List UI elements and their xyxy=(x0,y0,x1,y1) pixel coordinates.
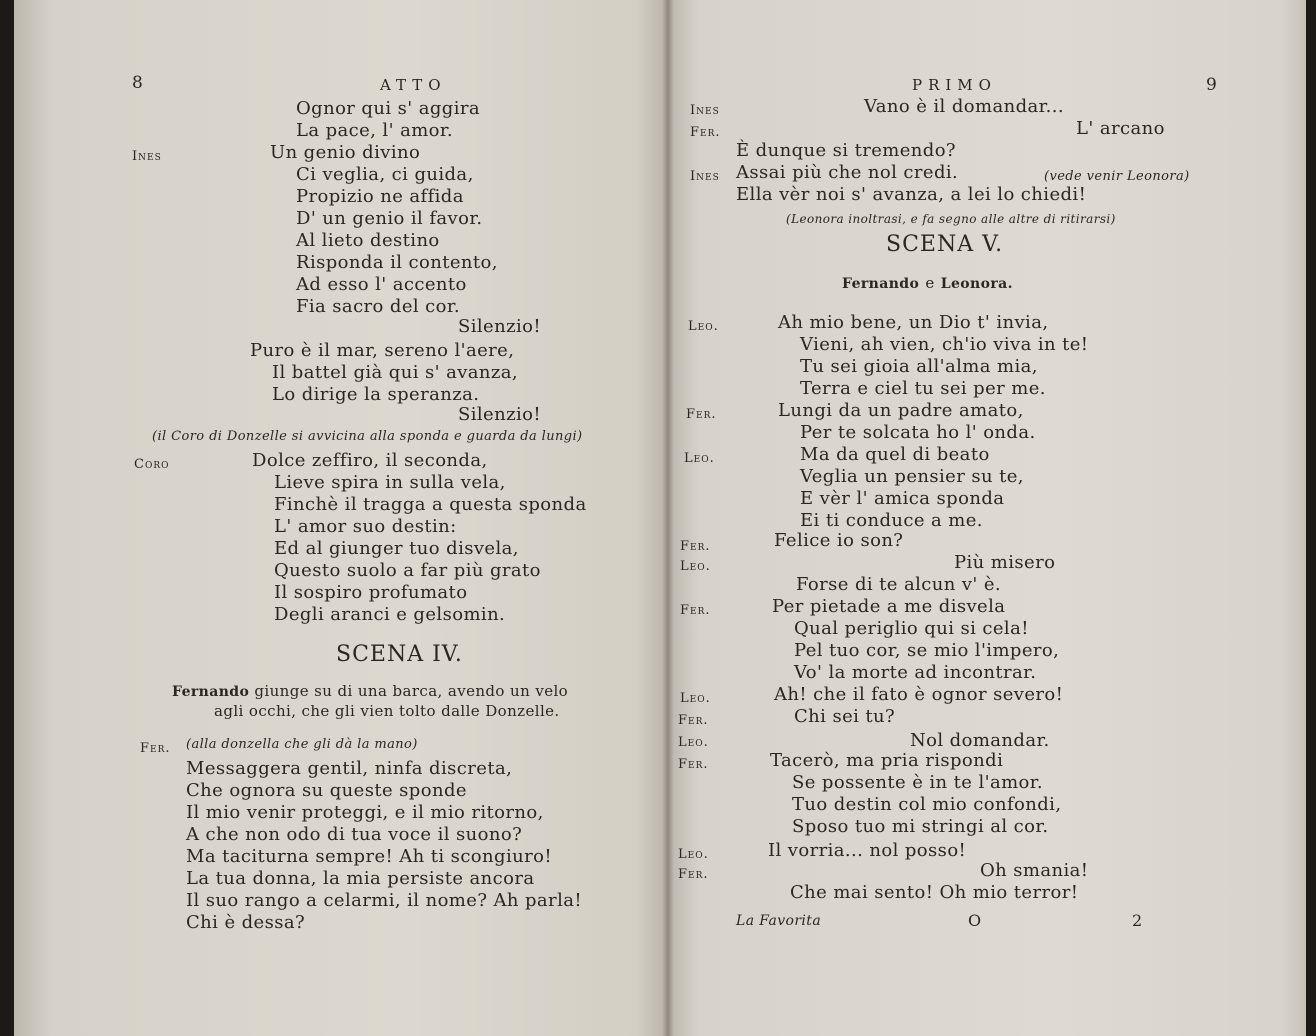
verse-line: L' arcano xyxy=(1076,118,1165,139)
speaker-leo: Leo. xyxy=(688,319,719,334)
footer-signature: O xyxy=(968,911,982,930)
speaker-ines: Ines xyxy=(690,169,720,184)
verse-line: Chi è dessa? xyxy=(186,912,306,933)
verse-line: È dunque si tremendo? xyxy=(736,140,956,161)
verse-line: Al lieto destino xyxy=(296,230,440,251)
verse-line: La tua donna, la mia persiste ancora xyxy=(186,868,535,889)
verse-line: Che ognora su queste sponde xyxy=(186,780,467,801)
speaker-leo: Leo. xyxy=(680,691,711,706)
right-running-head: PRIMO xyxy=(912,76,997,94)
verse-line: Vano è il domandar... xyxy=(864,96,1065,117)
verse-line: Degli aranci e gelsomin. xyxy=(274,604,506,625)
scena-v-title: SCENA V. xyxy=(886,232,1004,257)
verse-line: Ci veglia, ci guida, xyxy=(296,164,474,185)
verse-line: Ah mio bene, un Dio t' invia, xyxy=(778,312,1049,333)
verse-line: Forse di te alcun v' è. xyxy=(796,574,1002,595)
verse-line: Finchè il tragga a questa sponda xyxy=(274,494,587,515)
speaker-leo: Leo. xyxy=(678,735,709,750)
scena-desc-text: giunge su di una barca, avendo un velo xyxy=(254,682,569,700)
character-fernando: Fernando xyxy=(172,684,250,700)
verse-line: Silenzio! xyxy=(458,404,542,425)
verse-line: Il suo rango a celarmi, il nome? Ah parla! xyxy=(186,890,582,911)
verse-line: Lieve spira in sulla vela, xyxy=(274,472,506,493)
verse-line: Oh smania! xyxy=(980,860,1089,881)
verse-line: Vieni, ah vien, ch'io viva in te! xyxy=(800,334,1089,355)
footer-number: 2 xyxy=(1132,911,1143,930)
book-spine xyxy=(662,0,674,1036)
speaker-ines: Ines xyxy=(690,103,720,118)
scena-desc-text: agli occhi, che gli vien tolto dalle Donzelle. xyxy=(214,702,560,720)
verse-line: D' un genio il favor. xyxy=(296,208,483,229)
speaker-fer: Fer. xyxy=(680,603,711,618)
stage-direction: (il Coro di Donzelle si avvicina alla sponda e guarda da lungi) xyxy=(152,429,583,444)
verse-line: Fia sacro del cor. xyxy=(296,296,461,317)
speaker-coro: Coro xyxy=(134,457,170,472)
verse-line: E vèr l' amica sponda xyxy=(800,488,1005,509)
verse-line: Ah! che il fato è ognor severo! xyxy=(774,684,1064,705)
scena-v-subtitle xyxy=(842,272,1013,295)
verse-line: Lungi da un padre amato, xyxy=(778,400,1024,421)
verse-line: Per te solcata ho l' onda. xyxy=(800,422,1036,443)
verse-line: Il mio venir proteggi, e il mio ritorno, xyxy=(186,802,544,823)
verse-line: L' amor suo destin: xyxy=(274,516,457,537)
verse-line: Più misero xyxy=(954,552,1056,573)
verse-line: Messaggera gentil, ninfa discreta, xyxy=(186,758,513,779)
verse-line: Il battel già qui s' avanza, xyxy=(272,362,519,383)
speaker-fer: Fer. xyxy=(140,741,171,756)
speaker-leo: Leo. xyxy=(678,847,709,862)
scena-iv-title: SCENA IV. xyxy=(336,642,463,667)
left-page xyxy=(14,0,668,1036)
verse-line: Ed al giunger tuo disvela, xyxy=(274,538,519,559)
conjunction: e xyxy=(925,274,935,292)
speaker-fer: Fer. xyxy=(686,407,717,422)
speaker-fer: Fer. xyxy=(678,867,709,882)
verse-line: Risponda il contento, xyxy=(296,252,498,273)
verse-line: Terra e ciel tu sei per me. xyxy=(800,378,1046,399)
verse-line: Il sospiro profumato xyxy=(274,582,468,603)
stage-direction: (alla donzella che gli dà la mano) xyxy=(186,737,418,752)
verse-line: Veglia un pensier su te, xyxy=(800,466,1024,487)
verse-line: Propizio ne affida xyxy=(296,186,464,207)
speaker-fer: Fer. xyxy=(680,539,711,554)
verse-line: Se possente è in te l'amor. xyxy=(792,772,1043,793)
speaker-fer: Fer. xyxy=(678,757,709,772)
verse-line: Il vorria... nol posso! xyxy=(768,840,967,861)
right-page-number: 9 xyxy=(1206,75,1218,95)
verse-line: Per pietade a me disvela xyxy=(772,596,1006,617)
verse-line: Che mai sento! Oh mio terror! xyxy=(790,882,1079,903)
speaker-leo: Leo. xyxy=(680,559,711,574)
verse-line: Chi sei tu? xyxy=(794,706,896,727)
verse-line: Un genio divino xyxy=(270,142,421,163)
character-leonora: Leonora. xyxy=(940,276,1013,292)
verse-line: Tuo destin col mio confondi, xyxy=(792,794,1062,815)
verse-line: Assai più che nol credi. xyxy=(736,162,959,183)
verse-line: Tacerò, ma pria rispondi xyxy=(770,750,1004,771)
speaker-ines: Ines xyxy=(132,149,162,164)
verse-line: Dolce zeffiro, il seconda, xyxy=(252,450,488,471)
verse-line: Ognor qui s' aggira xyxy=(296,98,481,119)
speaker-fer: Fer. xyxy=(690,125,721,140)
footer-title: La Favorita xyxy=(736,913,822,929)
verse-line: Ella vèr noi s' avanza, a lei lo chiedi! xyxy=(736,184,1087,205)
verse-line: Tu sei gioia all'alma mia, xyxy=(800,356,1038,377)
verse-line: Ma da quel di beato xyxy=(800,444,990,465)
verse-line: Questo suolo a far più grato xyxy=(274,560,541,581)
verse-line: La pace, l' amor. xyxy=(296,120,454,141)
verse-line: Qual periglio qui si cela! xyxy=(794,618,1029,639)
verse-line: Sposo tuo mi stringi al cor. xyxy=(792,816,1049,837)
verse-line: Lo dirige la speranza. xyxy=(272,384,480,405)
verse-line: Nol domandar. xyxy=(910,730,1050,751)
left-running-head: ATTO xyxy=(380,76,447,94)
stage-direction: (Leonora inoltrasi, e fa segno alle altre di ritirarsi) xyxy=(786,212,1116,226)
verse-line: Ad esso l' accento xyxy=(296,274,467,295)
verse-line: Pel tuo cor, se mio l'impero, xyxy=(794,640,1060,661)
speaker-fer: Fer. xyxy=(678,713,709,728)
left-page-number: 8 xyxy=(132,73,144,93)
verse-line: Ma taciturna sempre! Ah ti scongiuro! xyxy=(186,846,552,867)
verse-line: A che non odo di tua voce il suono? xyxy=(186,824,523,845)
stage-direction: (vede venir Leonora) xyxy=(1044,169,1190,184)
verse-line: Ei ti conduce a me. xyxy=(800,510,983,531)
character-fernando: Fernando xyxy=(842,276,920,292)
verse-line: Puro è il mar, sereno l'aere, xyxy=(250,340,515,361)
right-page xyxy=(668,0,1306,1036)
verse-line: Felice io son? xyxy=(774,530,904,551)
verse-line: Silenzio! xyxy=(458,316,542,337)
verse-line: Vo' la morte ad incontrar. xyxy=(794,662,1037,683)
speaker-leo: Leo. xyxy=(684,451,715,466)
